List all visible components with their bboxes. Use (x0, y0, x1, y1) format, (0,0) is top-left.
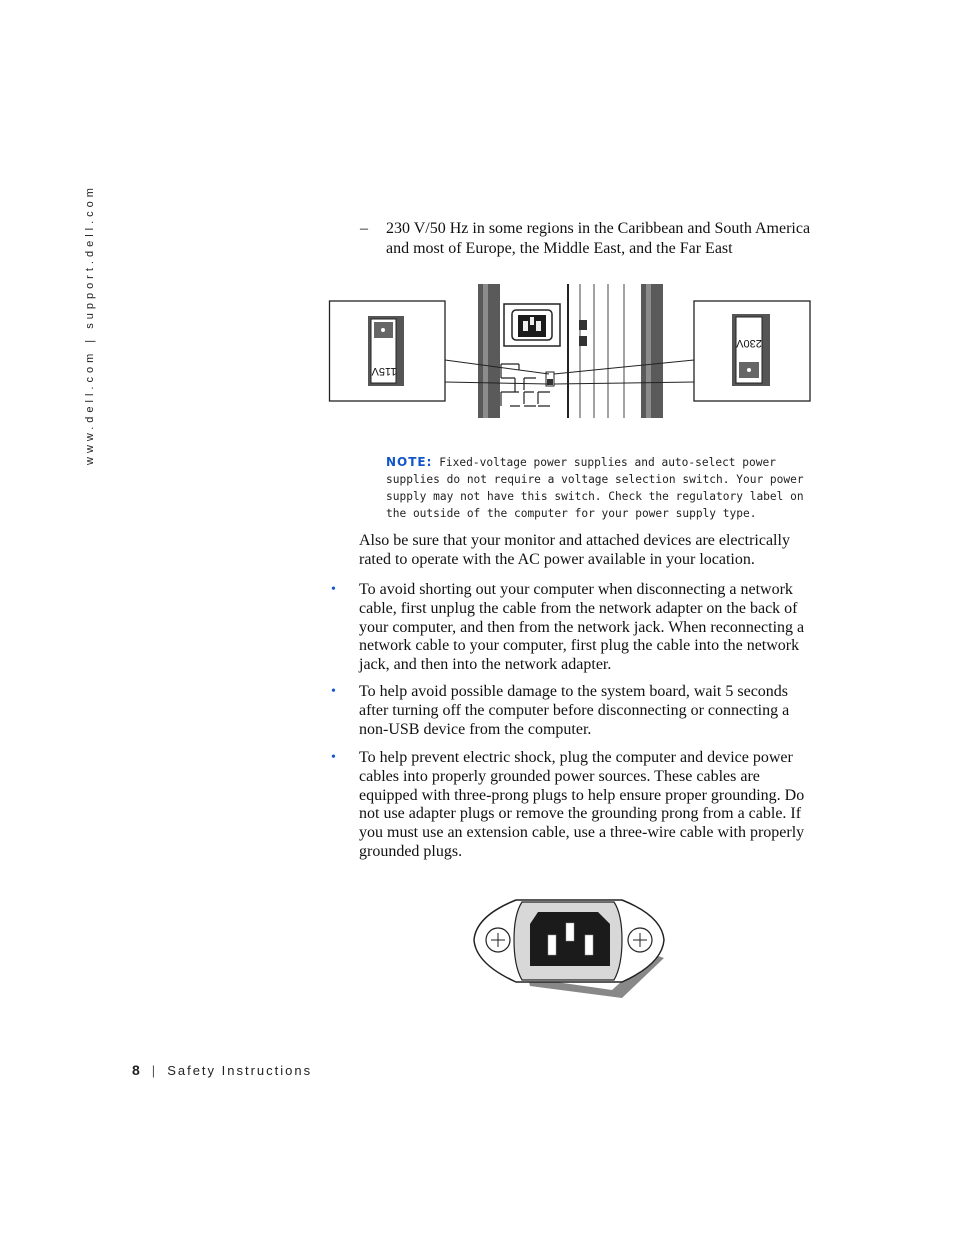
voltage-list-item (360, 219, 820, 258)
switch-label-230v: 230V (736, 337, 762, 349)
note-text: Fixed-voltage power supplies and auto-select power supplies do not require a voltage selection switch. Your power supply may not have this switch. Check the regulatory label on the outside of the computer for your power supply type. (386, 456, 804, 520)
bullet-text: To help prevent electric shock, plug the computer and device power cables into properly grounded power sources. These cables are equipped with three-prong plugs to help ensure proper grounding. Do not use adapter plugs or remove the grounding prong from a cable. If you must use an extension cable, use a three-wire cable with properly grounded plugs. (359, 749, 805, 860)
screw-icon (486, 928, 510, 952)
switch-callout-230v (694, 301, 810, 401)
dash-marker: – (360, 220, 368, 237)
voltage-item-text: 230 V/50 Hz in some regions in the Caribbean and South America and most of Europe, the Middle East, and the Far East (386, 220, 811, 257)
grounded-plug-figure (472, 894, 668, 1000)
bullet-item (331, 581, 814, 675)
voltage-switch-figure (328, 282, 814, 422)
computer-back-panel (478, 284, 664, 418)
screw-icon (628, 928, 652, 952)
page-footer (132, 1062, 312, 1078)
bullet-marker: • (331, 684, 336, 699)
bullet-text: To avoid shorting out your computer when disconnecting a network cable, first unplug the cable from the network adapter on the back of your computer, and then from the network jack. When reconnecting a network cable to your computer, first plug the cable into the network jack, and then into the network adapter. (359, 581, 805, 674)
bullet-text: To help avoid possible damage to the system board, wait 5 seconds after turning off the computer before disconnecting or connecting a non-USB device from the computer. (359, 683, 790, 738)
power-paragraph: Also be sure that your monitor and attached devices are electrically rated to operate with the AC power available in your location. (359, 532, 790, 568)
bullet-item (331, 683, 814, 739)
page-number: 8 (132, 1062, 140, 1078)
footer-separator: | (151, 1063, 156, 1078)
bullet-marker: • (331, 582, 336, 597)
bullet-item (331, 749, 814, 862)
note-label: NOTE: (386, 455, 433, 469)
section-title: Safety Instructions (167, 1063, 313, 1078)
switch-callout-115v (330, 301, 446, 401)
bullet-marker: • (331, 750, 336, 765)
sidebar-url: www.dell.com | support.dell.com (84, 184, 96, 465)
switch-label-115v: 115V (371, 365, 397, 377)
note-block (386, 454, 816, 522)
